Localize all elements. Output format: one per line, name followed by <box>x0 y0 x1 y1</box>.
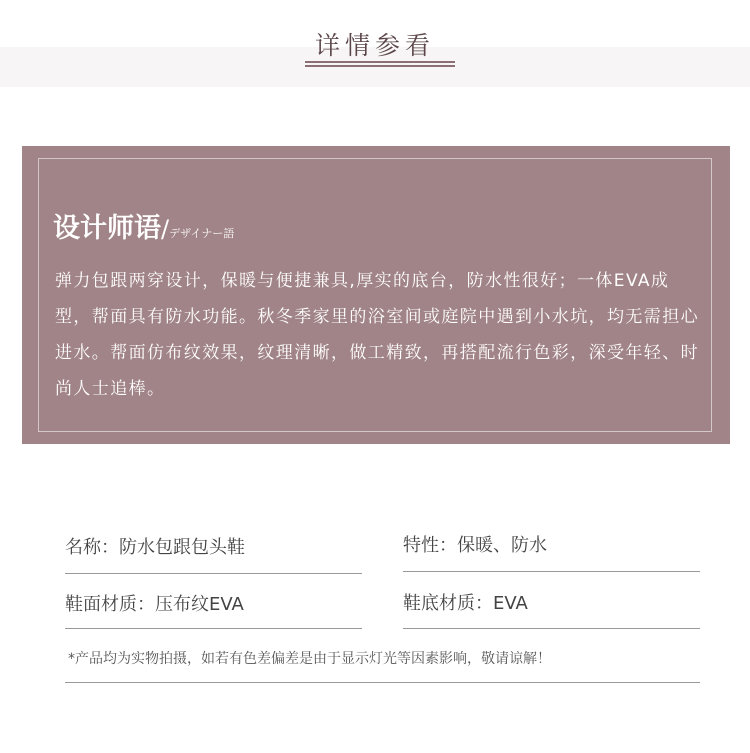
title-underline-top <box>305 61 455 63</box>
designer-description: 弹力包跟两穿设计，保暖与便捷兼具,厚实的底台，防水性很好；一体EVA成型，帮面具有防水功能。秋冬季家里的浴室间或庭院中遇到小水坑，均无需担心进水。帮面仿布纹效果，纹理清晰，做工精致，再搭配流行色彩，深受年轻、时尚人士追棒。 <box>55 271 699 399</box>
note-divider <box>65 682 700 683</box>
designer-notes-panel <box>22 146 730 444</box>
spec-divider-right-1 <box>403 571 700 572</box>
designer-title <box>53 206 234 245</box>
spec-sole-material: 鞋底材质：EVA <box>403 593 528 614</box>
color-disclaimer-note: *产品均为实物拍摄，如若有色差偏差是由于显示灯光等因素影响，敬请谅解！ <box>68 651 551 667</box>
spec-divider-left-1 <box>65 573 362 574</box>
spec-feature: 特性：保暖、防水 <box>403 535 547 556</box>
spec-name: 名称：防水包跟包头鞋 <box>65 537 245 558</box>
designer-title-slash: / <box>161 215 170 243</box>
designer-title-subtitle: デザイナー語 <box>169 227 235 240</box>
designer-title-main: 设计师语 <box>53 213 161 244</box>
spec-divider-left-2 <box>65 628 362 629</box>
section-title: 详情参看 <box>314 31 435 60</box>
title-underline-bottom <box>305 65 455 67</box>
spec-upper-material: 鞋面材质：压布纹EVA <box>65 594 244 615</box>
spec-divider-right-2 <box>403 628 700 629</box>
